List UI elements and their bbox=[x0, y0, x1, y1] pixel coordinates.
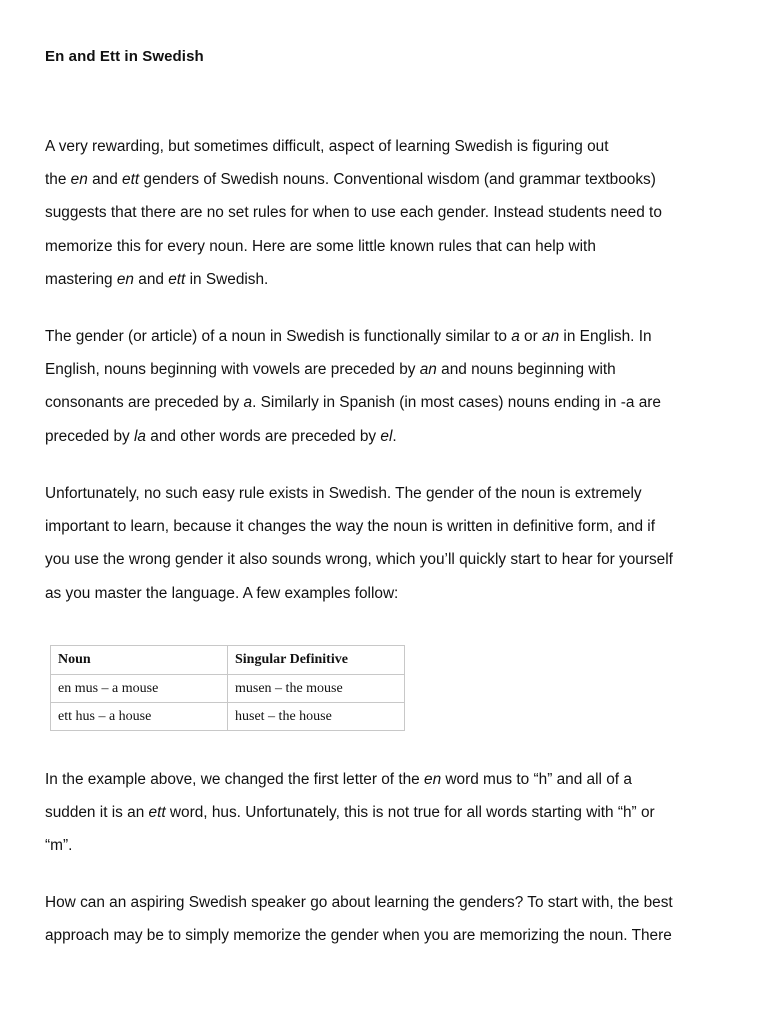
italic-term: ett bbox=[168, 270, 186, 288]
text-run: the bbox=[45, 171, 71, 189]
text-line: memorize this for every noun. Here are some little known rules that can help with bbox=[45, 237, 596, 255]
text-line bbox=[45, 320, 735, 353]
text-run: consonants are preceded by bbox=[45, 394, 244, 412]
text-line: important to learn, because it changes the way the noun is written in definitive form, and if bbox=[45, 518, 655, 536]
column-header-singular-definitive: Singular Definitive bbox=[228, 646, 405, 675]
paragraph-article-comparison bbox=[45, 320, 735, 453]
text-run: and nouns beginning with bbox=[436, 361, 616, 379]
table-header-row bbox=[51, 646, 405, 675]
text-line: approach may be to simply memorize the gender when you are memorizing the noun. There bbox=[45, 927, 672, 945]
table-row bbox=[51, 703, 405, 731]
text-line: “m”. bbox=[45, 837, 73, 855]
italic-term: en bbox=[424, 771, 442, 788]
italic-term: en bbox=[116, 270, 134, 288]
text-run: in English. In bbox=[559, 328, 652, 345]
table-row bbox=[51, 675, 405, 703]
text-run: mastering bbox=[45, 270, 117, 288]
text-line bbox=[45, 420, 735, 453]
text-run: word mus to “h” and all of a bbox=[441, 771, 632, 788]
column-header-noun: Noun bbox=[51, 646, 228, 675]
text-line: as you master the language. A few examples follow: bbox=[45, 584, 399, 602]
text-run: and bbox=[133, 270, 169, 288]
document-title: En and Ett in Swedish bbox=[45, 48, 204, 65]
text-run: genders of Swedish nouns. Conventional wisdom (and grammar textbooks) bbox=[139, 171, 656, 189]
text-run: and bbox=[87, 171, 123, 189]
text-line bbox=[45, 163, 735, 196]
italic-term: a bbox=[243, 394, 253, 412]
text-line: suggests that there are no set rules for when to use each gender. Instead students need to bbox=[45, 204, 662, 222]
table-cell: en mus – a mouse bbox=[51, 675, 228, 703]
text-line: How can an aspiring Swedish speaker go about learning the genders? To start with, the best bbox=[45, 894, 673, 911]
text-run: . bbox=[392, 427, 397, 445]
text-line: A very rewarding, but sometimes difficult, aspect of learning Swedish is figuring out bbox=[45, 138, 609, 155]
text-line bbox=[45, 796, 735, 829]
paragraph-intro bbox=[45, 130, 735, 296]
paragraph-learning-genders bbox=[45, 886, 735, 952]
table-cell: huset – the house bbox=[228, 703, 405, 731]
text-run: in Swedish. bbox=[185, 270, 269, 288]
table-cell: ett hus – a house bbox=[51, 703, 228, 731]
text-run: preceded by bbox=[45, 427, 134, 445]
italic-term: an bbox=[542, 328, 560, 345]
text-line: Unfortunately, no such easy rule exists in Swedish. The gender of the noun is extremely bbox=[45, 485, 642, 502]
italic-term: en bbox=[70, 171, 88, 189]
paragraph-example-explanation bbox=[45, 763, 735, 863]
text-line bbox=[45, 386, 735, 419]
text-line bbox=[45, 763, 735, 796]
italic-term: ett bbox=[148, 804, 166, 822]
text-run: or bbox=[519, 328, 543, 345]
text-line bbox=[45, 353, 735, 386]
italic-term: la bbox=[134, 427, 146, 445]
text-run: and other words are preceded by bbox=[145, 427, 381, 445]
text-run: sudden it is an bbox=[45, 804, 149, 822]
text-run: . Similarly in Spanish (in most cases) nouns ending in -a are bbox=[252, 394, 661, 412]
text-run: English, nouns beginning with vowels are preceded by bbox=[45, 361, 420, 379]
italic-term: el bbox=[380, 427, 393, 445]
text-run: In the example above, we changed the first letter of the bbox=[45, 771, 425, 788]
italic-term: a bbox=[511, 328, 520, 345]
paragraph-no-easy-rule bbox=[45, 477, 735, 610]
text-line bbox=[45, 263, 735, 296]
italic-term: an bbox=[419, 361, 437, 379]
table-cell: musen – the mouse bbox=[228, 675, 405, 703]
text-run: word, hus. Unfortunately, this is not true for all words starting with “h” or bbox=[165, 804, 655, 822]
examples-table bbox=[50, 645, 405, 731]
italic-term: ett bbox=[122, 171, 140, 189]
text-run: The gender (or article) of a noun in Swedish is functionally similar to bbox=[45, 328, 512, 345]
text-line: you use the wrong gender it also sounds wrong, which you’ll quickly start to hear for yourself bbox=[45, 551, 673, 569]
